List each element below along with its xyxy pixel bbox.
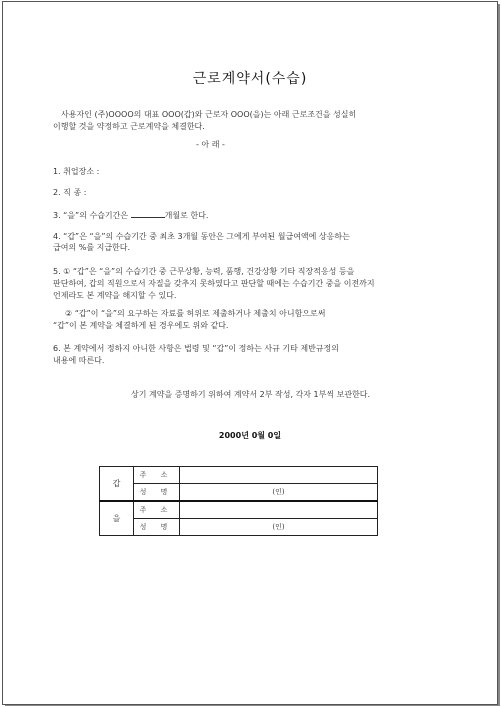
period-blank [131,210,165,218]
page-shadow-right [498,4,500,706]
item-5-line-1: 5. ① “갑”은 “을”의 수습기간 중 근무상황, 능력, 품행, 건강상황 기타 직장적응성 등을 [53,267,355,276]
contract-date: 2000년 0월 0일 [218,431,282,440]
party-eul-name-row [100,519,378,536]
item-6-line-1: 6. 본 계약에서 정하지 아니한 사항은 법령 및 “갑”이 정하는 사규 기타 제반규정의 [53,344,340,353]
below-heading: - 아 래 - [196,140,225,149]
party-gap-label: 갑 [100,467,134,502]
item-5b-line-2: “갑”이 본 계약을 체결하게 된 경우에도 위와 같다. [53,321,229,330]
party-gap-address-field[interactable] [180,467,378,484]
address-label: 주 소 [134,501,180,519]
address-label: 주 소 [134,467,180,484]
document-title: 근로계약서(수습) [192,71,308,87]
item-3-prefix: 3. “을”의 수습기간은 [53,211,129,220]
item-workplace: 1. 취업장소 : [53,167,100,176]
intro-line-2: 이행할 것을 약정하고 근로계약을 체결한다. [53,122,205,131]
intro-line-1: 사용자인 (주)OOOO의 대표 OOO(갑)와 근로자 OOO(을)는 아래 근로조건을 성실히 [61,110,357,119]
item-probation-period [53,210,208,221]
signature-table [99,466,378,536]
party-gap-name-row [100,484,378,502]
item-3-suffix: 개월로 한다. [164,211,209,220]
party-gap-address-row [100,467,378,484]
party-eul-seal[interactable]: (인) [180,519,378,536]
party-eul-address-field[interactable] [180,501,378,519]
party-eul-label: 을 [100,501,134,536]
item-5-line-3: 언제라도 본 계약을 해지할 수 있다. [53,291,177,300]
name-label: 성 명 [134,519,180,536]
item-5-line-2: 판단하여, 갑의 직원으로서 자질을 갖추지 못하였다고 판단할 때에는 수습기간 중을 이전까지 [53,279,375,288]
item-4-line-1: 4. “갑”은 “을”의 수습기간 중 최초 3개월 동안은 그에게 부여된 월급여액에 상응하는 [53,232,350,241]
item-6-line-2: 내용에 따른다. [53,356,105,365]
closing-statement: 상기 계약을 증명하기 위하여 계약서 2부 작성, 각자 1부씩 보관한다. [131,390,371,399]
party-eul-address-row [100,501,378,519]
name-label: 성 명 [134,484,180,502]
party-gap-seal[interactable]: (인) [180,484,378,502]
document-page [2,1,498,705]
item-job-type: 2. 직 종 : [53,188,87,197]
item-4-line-2: 급여의 %를 지급한다. [53,243,131,252]
item-5b-line-1: ② “갑”이 “을”의 요구하는 자료를 허위로 제출하거나 제출치 아니함으로써 [65,309,326,318]
